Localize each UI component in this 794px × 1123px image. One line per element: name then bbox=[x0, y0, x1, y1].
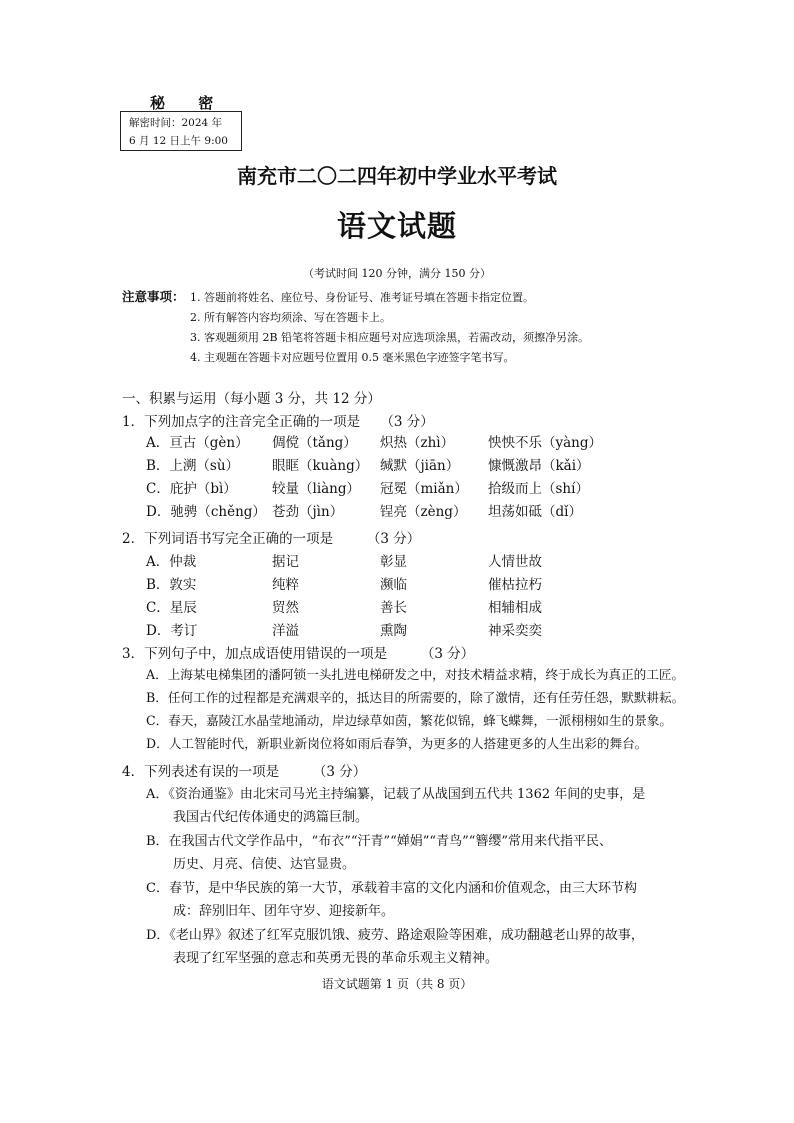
q1-option-c-4: 拾级而上（shí） bbox=[488, 481, 589, 497]
secret-label: 秘 密 bbox=[150, 94, 228, 112]
page-footer: 语文试题第 1 页（共 8 页） bbox=[321, 977, 473, 991]
q4-option-a-line1: A．《资治通鉴》由北宋司马光主持编纂，记载了从战国到五代共 1362 年间的史事，是 bbox=[146, 787, 646, 802]
q2-option-a-1: A．仲裁 bbox=[146, 554, 197, 570]
q3-option-b: B．任何工作的过程都是充满艰辛的，抵达目的所需要的，除了激情，还有任劳任怨，默默耕耘。 bbox=[146, 690, 685, 705]
q2-option-a-2: 据记 bbox=[272, 554, 299, 570]
q2-option-b-1: B．敦实 bbox=[146, 577, 197, 593]
subject-title: 语文试题 bbox=[336, 209, 457, 243]
q2-option-d-2: 洋溢 bbox=[272, 623, 299, 639]
section-title: 一、积累与运用（每小题 3 分，共 12 分） bbox=[122, 391, 381, 407]
notice-item: 4. 主观题在答题卡对应题号位置用 0.5 毫米黑色字迹签字笔书写。 bbox=[190, 351, 515, 364]
q2-option-a-3: 彰显 bbox=[380, 554, 407, 570]
q2-option-b-4: 催枯拉朽 bbox=[488, 577, 542, 593]
q2-option-d-1: D．考订 bbox=[146, 623, 198, 639]
q2-option-b-3: 濒临 bbox=[380, 577, 407, 593]
notice-item: 2. 所有解答内容均须涂、写在答题卡上。 bbox=[190, 311, 391, 324]
q1-option-b-1: B．上溯（sù） bbox=[146, 458, 240, 474]
q4-option-c-line2: 成：辞别旧年、团年守岁、迎接新年。 bbox=[173, 904, 395, 919]
q1-option-d-1: D．驰骋（chěng） bbox=[146, 504, 266, 520]
exam-title: 南充市二〇二四年初中学业水平考试 bbox=[237, 164, 557, 188]
notice-item: 3. 客观题须用 2B 铅笔将答题卡相应题号对应选项涂黑，若需改动，须擦净另涂。 bbox=[190, 331, 590, 344]
q3-option-c: C．春天，嘉陵江水晶莹地涌动，岸边绿草如茵，繁花似锦，蜂飞蝶舞，一派栩栩如生的景象。 bbox=[146, 713, 672, 728]
q3-option-d: D．人工智能时代，新职业新岗位将如雨后春笋，为更多的人搭建更多的人生出彩的舞台。 bbox=[146, 736, 648, 751]
q2-option-d-4: 神采奕奕 bbox=[488, 623, 542, 639]
q4-option-a-line2: 我国古代纪传体通史的鸿篇巨制。 bbox=[173, 810, 369, 825]
notice-label: 注意事项： bbox=[122, 289, 185, 304]
question-2-stem: 2．下列词语书写完全正确的一项是 （3 分） bbox=[122, 531, 421, 547]
q1-option-b-4: 慷慨激昂（kǎi） bbox=[488, 458, 590, 474]
q1-option-c-3: 冠冕（miǎn） bbox=[380, 481, 468, 497]
question-3-stem: 3．下列句子中，加点成语使用错误的一项是 （3 分） bbox=[122, 646, 475, 662]
q2-option-c-2: 贸然 bbox=[272, 600, 299, 616]
q1-option-b-2: 眼眶（kuàng） bbox=[272, 458, 369, 474]
q2-option-d-3: 熏陶 bbox=[380, 623, 407, 639]
q1-option-a-3: 炽热（zhì） bbox=[380, 435, 455, 451]
q4-option-b-line2: 历史、月亮、信使、达官显贵。 bbox=[173, 857, 356, 872]
q4-option-b-line1: B．在我国古代文学作品中，“布衣”“汗青”“婵娟”“青鸟”“簪缨”常用来代指平民、 bbox=[146, 834, 613, 849]
q4-option-d-line2: 表现了红军坚强的意志和英勇无畏的革命乐观主义精神。 bbox=[173, 951, 499, 966]
q3-option-a: A．上海某电梯集团的潘阿锁一头扎进电梯研发之中，对技术精益求精，终于成长为真正的工匠。 bbox=[146, 667, 685, 682]
exam-info: （考试时间 120 分钟，满分 150 分） bbox=[303, 267, 491, 280]
q1-option-d-3: 锃亮（zèng） bbox=[380, 504, 467, 520]
question-1-stem: 1．下列加点字的注音完全正确的一项是 （3 分） bbox=[122, 414, 434, 430]
q1-option-c-2: 较量（liàng） bbox=[272, 481, 361, 497]
q4-option-c-line1: C．春节，是中华民族的第一大节，承载着丰富的文化内涵和价值观念，由三大环节构 bbox=[146, 881, 637, 896]
q1-option-a-2: 倜傥（tǎng） bbox=[272, 435, 357, 451]
q1-option-b-3: 缄默（jiān） bbox=[380, 458, 460, 474]
q2-option-c-3: 善长 bbox=[380, 600, 407, 616]
q1-option-d-2: 苍劲（jìn） bbox=[272, 504, 344, 520]
release-time-line1: 解密时间：2024 年 bbox=[129, 117, 223, 129]
release-time-line2: 6 月 12 日上午 9:00 bbox=[129, 135, 228, 147]
q1-option-c-1: C．庇护（bì） bbox=[146, 481, 237, 497]
q1-option-a-4: 怏怏不乐（yàng） bbox=[488, 435, 603, 451]
q2-option-c-1: C．星辰 bbox=[146, 600, 197, 616]
q1-option-a-1: A．亘古（gèn） bbox=[146, 435, 249, 451]
q4-option-d-line1: D．《老山界》叙述了红军克服饥饿、疲劳、路途艰险等困难，成功翻越老山界的故事， bbox=[146, 928, 644, 943]
q1-option-d-4: 坦荡如砥（dǐ） bbox=[488, 504, 582, 520]
notice-item: 1. 答题前将姓名、座位号、身份证号、准考证号填在答题卡指定位置。 bbox=[190, 291, 534, 304]
release-time-box bbox=[120, 111, 242, 151]
q2-option-a-4: 人情世故 bbox=[488, 554, 542, 570]
question-4-stem: 4．下列表述有误的一项是 （3 分） bbox=[122, 764, 367, 780]
q2-option-c-4: 相辅相成 bbox=[488, 600, 542, 616]
q2-option-b-2: 纯粹 bbox=[272, 577, 299, 593]
